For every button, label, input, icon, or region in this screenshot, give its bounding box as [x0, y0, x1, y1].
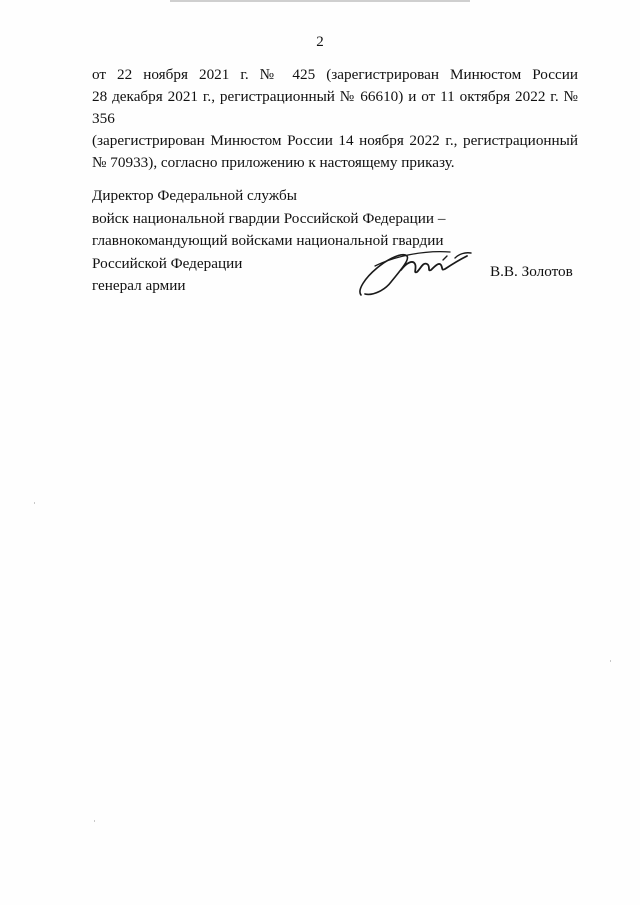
- body-line: № 70933), согласно приложению к настоящему приказу.: [92, 154, 455, 171]
- body-line: от 22 ноября 2021 г. № 425 (зарегистрирован Минюстом России: [92, 66, 578, 83]
- signatory-name: В.В. Золотов: [490, 263, 573, 280]
- signatory-rank: генерал армии: [92, 277, 186, 294]
- handwritten-signature: [355, 238, 475, 300]
- signatory-title-line: Российской Федерации: [92, 254, 243, 272]
- signatory-title-line: Директор Федеральной службы: [92, 187, 297, 204]
- scan-speck: [94, 820, 95, 822]
- signatory-title-line: войск национальной гвардии Российской Федерации –: [92, 209, 446, 227]
- body-line: 28 декабря 2021 г., регистрационный № 66610) и от 11 октября 2022 г. № 356: [92, 88, 578, 127]
- scan-speck: [610, 660, 611, 662]
- page-number: 2: [316, 34, 324, 50]
- signatory-title-line: главнокомандующий войсками национальной гвардии: [92, 232, 444, 249]
- body-paragraph: [92, 64, 578, 174]
- body-line: (зарегистрирован Минюстом России 14 ноября 2022 г., регистрационный: [92, 132, 578, 149]
- scan-speck: [34, 502, 35, 504]
- scan-edge-rule: [170, 0, 470, 2]
